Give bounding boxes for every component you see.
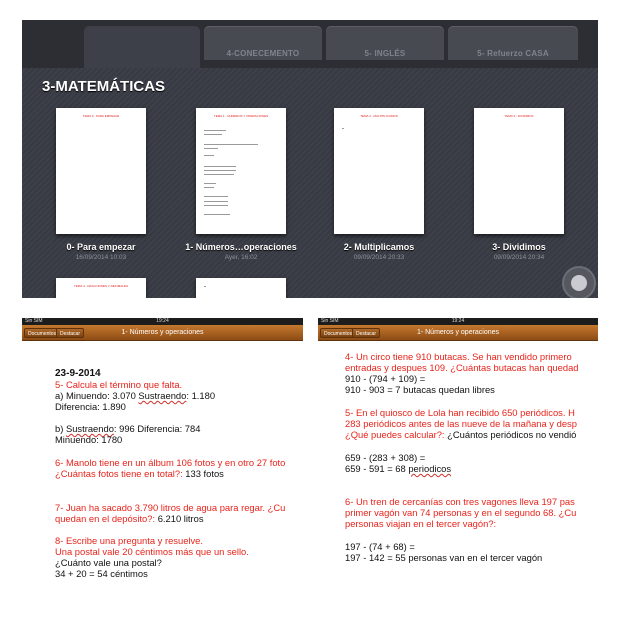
- text-line: [204, 214, 230, 215]
- thumbnail-header: TEMA 3 - DIVIDIMOS: [504, 114, 534, 118]
- text-line: [204, 148, 218, 149]
- navigation-bar: [22, 325, 303, 341]
- text-line: [204, 187, 214, 188]
- document-thumbnail-fracciones[interactable]: [56, 278, 146, 298]
- documents-button[interactable]: Documentos: [24, 328, 60, 338]
- exercise-5-line2: 283 periódicos antes de las nueve de la mañana y desp: [345, 418, 577, 429]
- exercise-6-line1: 6- Manolo tiene en un álbum 106 fotos y en otro 27 foto: [55, 457, 286, 468]
- status-time: 19:24: [156, 318, 169, 324]
- document-date: 16/09/2014 10:03: [75, 254, 127, 261]
- thumbnail-header: TEMA 4 - FRACCIONES Y DECIMALES: [74, 284, 128, 288]
- exercise-6-line5: 197 - 142 = 55 personas van en el tercer vagón: [345, 552, 543, 563]
- navbar-title: 1- Números y operaciones: [416, 329, 500, 336]
- notes-browser: [22, 20, 598, 298]
- document-thumbnail-5[interactable]: [196, 278, 286, 298]
- tab-label: 4-CONECEMENTO: [226, 49, 300, 58]
- exercise-4-line1: 4- Un circo tiene 910 butacas. Se han vendido primero: [345, 351, 572, 362]
- home-button[interactable]: [564, 268, 594, 298]
- text-line: [204, 196, 228, 197]
- carrier-label: Sin SIM: [321, 318, 339, 324]
- exercise-5-b-min: Minuendo: 1780: [55, 434, 123, 445]
- document-thumbnail-para-empezar[interactable]: [56, 108, 146, 234]
- navigation-bar: [318, 325, 598, 341]
- text-line: [204, 130, 226, 131]
- active-tab-indicator: [118, 60, 134, 68]
- document-view-right: [318, 318, 598, 600]
- exercise-6-line2: primer vagón van 74 personas y en el segundo 68. ¿Cu: [345, 507, 577, 518]
- exercise-5-a: a) Minuendo: 3.070 Sustraendo: 1.180: [55, 390, 216, 401]
- exercise-8-line2: Una postal vale 20 céntimos más que un sello.: [55, 546, 249, 557]
- status-bar: [318, 318, 598, 325]
- text-line: [204, 155, 214, 156]
- document-title[interactable]: 2- Multiplicamos: [343, 242, 415, 252]
- text-line: [204, 166, 236, 167]
- exercise-7-line2: quedan en el depósito?: 6.210 litros: [55, 513, 204, 524]
- text-line: [204, 170, 236, 171]
- exercise-6-line4: 197 - (74 + 68) =: [345, 541, 415, 552]
- tab-label: 5- INGLÉS: [364, 49, 406, 58]
- tab-strip: [22, 20, 598, 68]
- document-title[interactable]: 3- Dividimos: [492, 242, 546, 252]
- exercise-7-line1: 7- Juan ha sacado 3.790 litros de agua para regar. ¿Cu: [55, 502, 286, 513]
- tab-conecemento[interactable]: [204, 26, 322, 60]
- status-time: 19:24: [451, 318, 465, 324]
- text-line: [204, 201, 228, 202]
- document-date: 09/09/2014 20:33: [353, 254, 405, 261]
- thumbnail-header: TEMA 2 - MULTIPLICAMOS: [360, 114, 398, 118]
- document-title[interactable]: 0- Para empezar: [66, 242, 136, 252]
- text-line: [342, 128, 344, 129]
- exercise-5-line5: 659 - 591 = 68 periodicos: [345, 463, 452, 474]
- exercise-8-line4: 34 + 20 = 54 céntimos: [55, 568, 148, 579]
- exercise-4-line2: entradas y despues 109. ¿Cuántas butacas han quedad: [345, 362, 579, 373]
- document-thumbnail-numeros[interactable]: [196, 108, 286, 234]
- document-date: 09/09/2014 20:34: [493, 254, 545, 261]
- exercise-6-line1: 6- Un tren de cercanías con tres vagones lleva 197 pas: [345, 496, 575, 507]
- document-content: [22, 342, 303, 600]
- exercise-4-line3: 910 - (794 + 109) =: [345, 373, 426, 384]
- exercise-5-line3: ¿Qué puedes calcular?: ¿Cuántos periódicos no vendió: [345, 429, 577, 440]
- document-view-left: [22, 318, 303, 600]
- exercise-5-line1: 5- En el quiosco de Lola han recibido 650 periódicos. H: [345, 407, 575, 418]
- carrier-label: Sin SIM: [25, 318, 43, 324]
- tab-refuerzo-casa[interactable]: [448, 26, 578, 60]
- tab-ingles[interactable]: [326, 26, 444, 60]
- exercise-8-line3: ¿Cuánto vale una postal?: [55, 557, 162, 568]
- exercise-5-line4: 659 - (283 + 308) =: [345, 452, 426, 463]
- date-heading: 23-9-2014: [55, 368, 101, 379]
- exercise-6-line3: personas viajan en el tercer vagón?:: [345, 518, 497, 529]
- status-bar: [22, 318, 303, 325]
- tab-label: 5- Refuerzo CASA: [477, 49, 549, 58]
- thumbnail-header: TEMA 1 - NÚMEROS Y OPERACIONES: [213, 114, 269, 118]
- text-line: [204, 174, 234, 175]
- tab-matematicas[interactable]: [84, 26, 200, 68]
- document-title[interactable]: 1- Números…operaciones: [185, 242, 297, 252]
- documents-button[interactable]: Documentos: [320, 328, 356, 338]
- document-thumbnail-dividimos[interactable]: [474, 108, 564, 234]
- thumbnail-header: TEMA 0 - PARA EMPEZAR: [82, 114, 120, 118]
- text-line: [204, 183, 216, 184]
- document-thumbnail-multiplicamos[interactable]: [334, 108, 424, 234]
- exercise-5-a-diff: Diferencia: 1.890: [55, 401, 126, 412]
- document-content: [318, 342, 598, 600]
- text-line: [204, 144, 258, 145]
- exercise-6-line2: ¿Cuántas fotos tiene en total?: 133 fotos: [55, 468, 224, 479]
- navbar-title: 1- Números y operaciones: [121, 329, 204, 336]
- exercise-8-line1: 8- Escribe una pregunta y resuelve.: [55, 535, 203, 546]
- highlight-button[interactable]: Destacar: [56, 328, 84, 338]
- highlight-button[interactable]: Destacar: [352, 328, 380, 338]
- document-date: Ayer, 16:02: [224, 254, 258, 261]
- text-line: [204, 286, 206, 287]
- exercise-4-line4: 910 - 903 = 7 butacas quedan libres: [345, 384, 495, 395]
- text-line: [204, 134, 222, 135]
- text-line: [204, 205, 228, 206]
- section-title: 3-MATEMÁTICAS: [42, 78, 166, 95]
- exercise-5-title: 5- Calcula el término que falta.: [55, 379, 183, 390]
- exercise-5-b: b) Sustraendo: 996 Diferencia: 784: [55, 423, 201, 434]
